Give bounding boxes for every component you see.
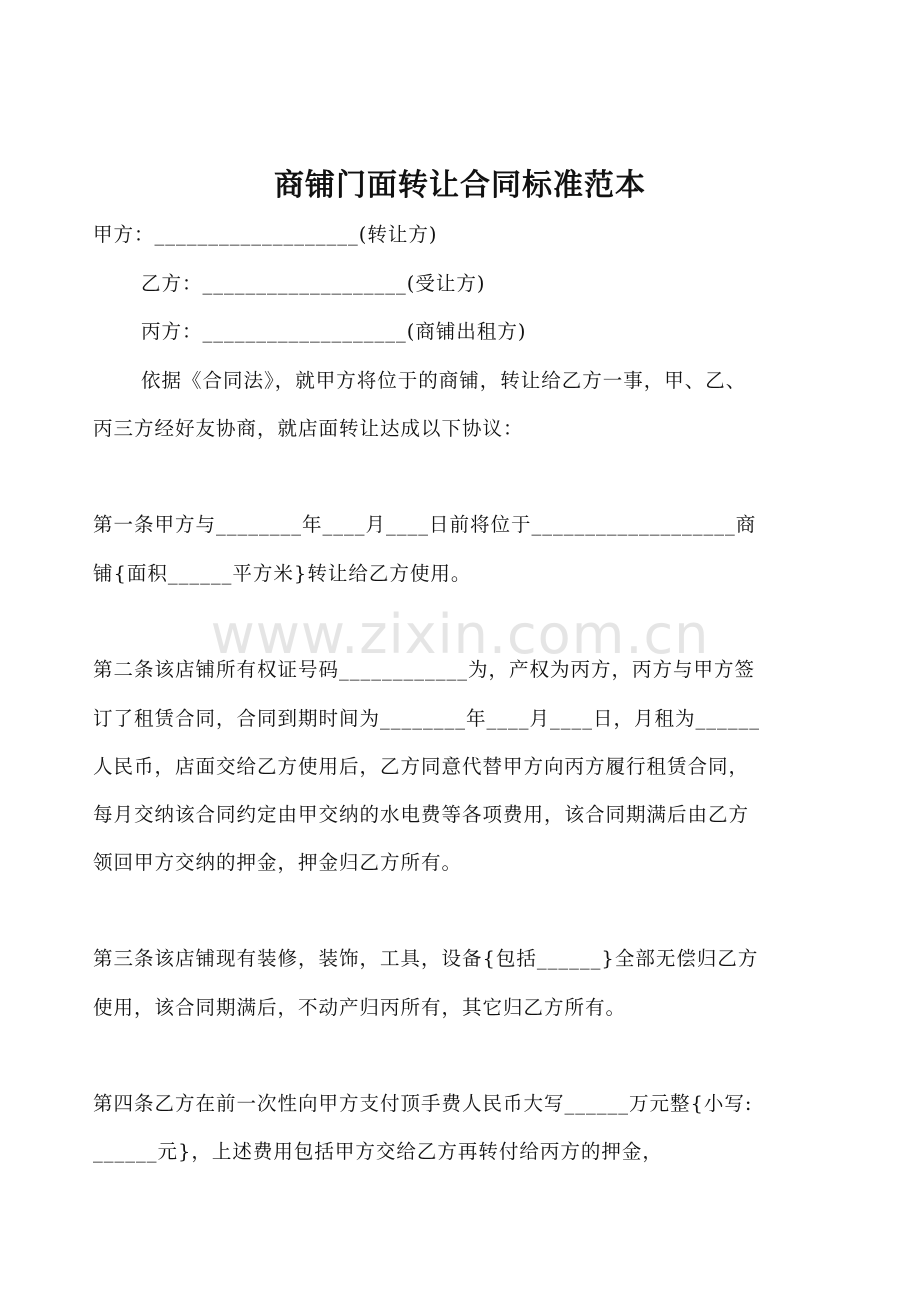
article2-line-3: 人民币，店面交给乙方使用后，乙方同意代替甲方向丙方履行租赁合同， [93,755,750,778]
document-title: 商铺门面转让合同标准范本 [274,168,646,203]
article2-line-4: 每月交纳该合同约定由甲交纳的水电费等各项费用，该合同期满后由乙方 [93,803,750,826]
article2-line-1: 第二条该店铺所有权证号码____________为，产权为丙方，丙方与甲方签 [93,658,756,681]
article3-line-2: 使用，该合同期满后，不动产归丙所有，其它归乙方所有。 [93,996,627,1019]
party-b-line: 乙方：___________________(受让方) [141,272,486,295]
article2-line-2: 订了租赁合同，合同到期时间为________年____月____日，月租为______ [93,707,761,730]
article2-line-5: 领回甲方交纳的押金，押金归乙方所有。 [93,851,463,874]
intro-line-1: 依据《合同法》，就甲方将位于的商铺，转让给乙方一事，甲、乙、 [141,369,747,392]
party-c-line: 丙方：___________________(商铺出租方) [141,320,527,343]
party-a-line: 甲方：___________________(转让方) [93,223,438,246]
article4-line-1: 第四条乙方在前一次性向甲方支付顶手费人民币大写______万元整{小写: [93,1092,753,1115]
article1-line-1: 第一条甲方与________年____月____日前将位于___________________商 [93,513,757,536]
article4-line-2: ______元}，上述费用包括甲方交给乙方再转付给丙方的押金， [93,1140,663,1163]
watermark: www.zixin.com.cn [210,603,710,666]
article1-line-2: 铺{面积______平方米}转让给乙方使用。 [93,562,472,585]
intro-line-2: 丙三方经好友协商，就店面转让达成以下协议： [93,417,524,440]
article3-line-1: 第三条该店铺现有装修，装饰，工具，设备{包括______}全部无偿归乙方 [93,947,759,970]
